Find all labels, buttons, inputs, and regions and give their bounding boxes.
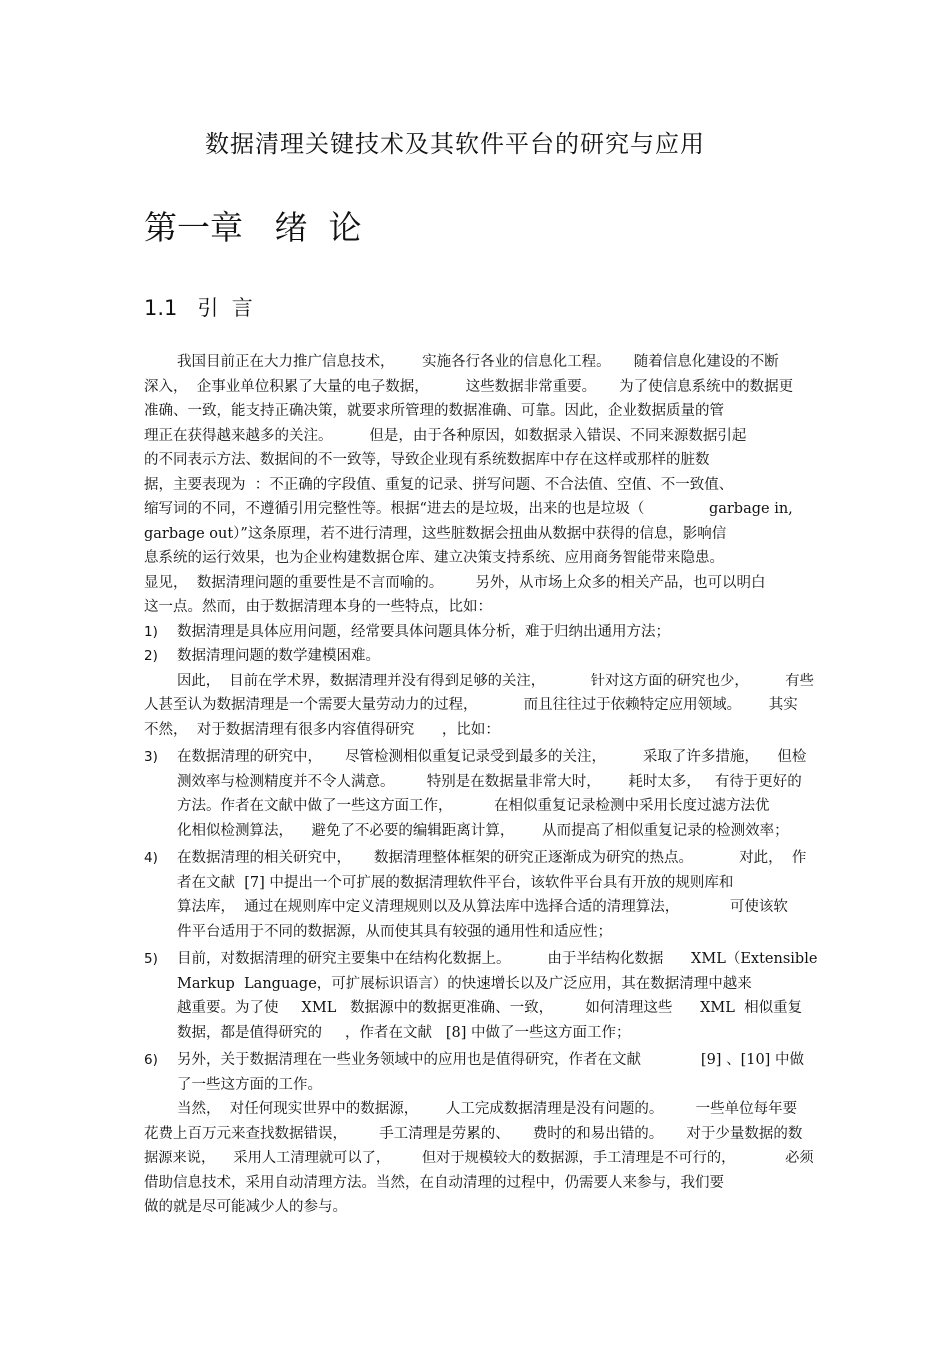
list-item — [144, 620, 814, 645]
text-line: 深入， 企事业单位积累了大量的电子数据， 这些数据非常重要。 为了使信息系统中的数据更 — [144, 378, 794, 395]
text-line: 的不同表示方法、数据间的不一致等，导致企业现有系统数据库中存在这样或那样的脏数 — [144, 452, 710, 468]
list-number: 3) — [144, 749, 158, 765]
chapter-heading: 第一章 绪 论 — [144, 208, 362, 247]
text-line: 据，主要表现为 ：不正确的字段值、重复的记录、拼写问题、不合法值、空值、不一致值、 — [144, 476, 734, 493]
text-line: 化相似检测算法， 避免了不必要的编辑距离计算， 从而提高了相似重复记录的检测效率； — [177, 822, 789, 839]
text-line: 数据，都是值得研究的 ，作者在文献 [8] 中做了一些这方面工作； — [177, 1024, 631, 1041]
text-line: 当然， 对任何现实世界中的数据源， 人工完成数据清理是没有问题的。 一些单位每年要 — [177, 1101, 798, 1117]
text-line: 方法。作者在文献中做了一些这方面工作， 在相似重复记录检测中采用长度过滤方法优 — [177, 798, 770, 814]
text-line: 算法库， 通过在规则库中定义清理规则以及从算法库中选择合适的清理算法， 可使该软 — [177, 899, 788, 915]
text-line: 了一些这方面的工作。 — [177, 1076, 322, 1093]
list-item — [144, 745, 814, 843]
list-text — [177, 846, 806, 944]
text-line: 不然， 对于数据清理有很多内容值得研究 ，比如： — [144, 721, 500, 738]
text-line: 者在文献 [7] 中提出一个可扩展的数据清理软件平台，该软件平台具有开放的规则库和 — [177, 874, 734, 891]
text-line: 花费上百万元来查找数据错误， 手工清理是劳累的、 费时的和易出错的。 对于少量数据的数 — [144, 1125, 803, 1142]
text-line: 准确、一致，能支持正确决策，就要求所管理的数据准确、可靠。因此，企业数据质量的管 — [144, 403, 724, 419]
text-line: 人甚至认为数据清理是一个需要大量劳动力的过程， 而且往往过于依赖特定应用领域。 其实 — [144, 697, 798, 713]
text-line: 越重要。为了使 XML 数据源中的数据更准确、一致， 如何清理这些 XML 相似重复 — [177, 1000, 803, 1016]
paragraph-research — [144, 669, 814, 743]
list-item — [144, 947, 818, 1045]
text-line: Markup Language，可扩展标识语言）的快速增长以及广泛应用，其在数据清理中越来 — [177, 975, 752, 992]
document-title: 数据清理关键技术及其软件平台的研究与应用 — [205, 130, 705, 158]
text-line: 缩写词的不同，不遵循引用完整性等。根据“进去的是垃圾，出来的也是垃圾（ garbage in, — [144, 501, 793, 517]
text-line: 我国目前正在大力推广信息技术， 实施各行各业的信息化工程。 随着信息化建设的不断 — [177, 354, 779, 370]
list-number: 6) — [144, 1052, 158, 1068]
list-research-topics — [144, 742, 818, 1097]
text-line: 据源来说， 采用人工清理就可以了， 但对于规模较大的数据源，手工清理是不可行的， 必须 — [144, 1150, 814, 1166]
list-text: 数据清理是具体应用问题，经常要具体问题具体分析，难于归纳出通用方法； — [177, 623, 670, 640]
list-item — [144, 846, 814, 944]
text-line: 做的就是尽可能减少人的参与。 — [144, 1199, 347, 1215]
text-line: 这一点。然而，由于数据清理本身的一些特点，比如： — [144, 599, 492, 615]
text-line: garbage out）”这条原理，若不进行清理，这些脏数据会扭曲从数据中获得的信息，影响信 — [144, 525, 727, 542]
list-number: 4) — [144, 850, 158, 866]
text-line: 在数据清理的研究中， 尽管检测相似重复记录受到最多的关注， 采取了许多措施， 但检 — [177, 749, 807, 765]
text-line: 理正在获得越来越多的关注。 但是，由于各种原因，如数据录入错误、不同来源数据引起 — [144, 427, 747, 444]
text-line: 目前，对数据清理的研究主要集中在结构化数据上。 由于半结构化数据 XML（Extensible — [177, 951, 818, 967]
paragraph-manual-cleaning — [144, 1097, 814, 1220]
body-text — [144, 350, 818, 1220]
text-line: 件平台适用于不同的数据源，从而使其具有较强的通用性和适应性； — [177, 923, 612, 940]
list-text — [177, 745, 806, 843]
list-number: 1) — [144, 623, 158, 640]
text-line: 息系统的运行效果，也为企业构建数据仓库、建立决策支持系统、应用商务智能带来隐患。 — [144, 550, 724, 566]
list-item — [144, 644, 814, 669]
list-text — [177, 947, 817, 1045]
paragraph-intro — [144, 350, 814, 620]
text-line: 因此， 目前在学术界，数据清理并没有得到足够的关注， 针对这方面的研究也少， 有些 — [177, 672, 814, 689]
list-features — [144, 620, 814, 669]
section-heading: 1.1 引 言 — [144, 296, 253, 320]
text-line: 另外，关于数据清理在一些业务领域中的应用也是值得研究，作者在文献 [9] 、[10] 中做 — [177, 1052, 804, 1068]
list-number: 5) — [144, 951, 158, 967]
text-line: 显见， 数据清理问题的重要性是不言而喻的。 另外，从市场上众多的相关产品，也可以明白 — [144, 574, 766, 591]
text-line: 测效率与检测精度并不令人满意。 特别是在数据量非常大时， 耗时太多， 有待于更好的 — [177, 773, 802, 790]
text-line: 在数据清理的相关研究中， 数据清理整体框架的研究正逐渐成为研究的热点。 对此， 作 — [177, 850, 807, 866]
list-number: 2) — [144, 648, 158, 664]
text-line: 借助信息技术，采用自动清理方法。当然，在自动清理的过程中，仍需要人来参与，我们要 — [144, 1174, 724, 1191]
list-text — [177, 1048, 804, 1097]
list-item — [144, 1048, 814, 1097]
list-text: 数据清理问题的数学建模困难。 — [177, 648, 380, 664]
